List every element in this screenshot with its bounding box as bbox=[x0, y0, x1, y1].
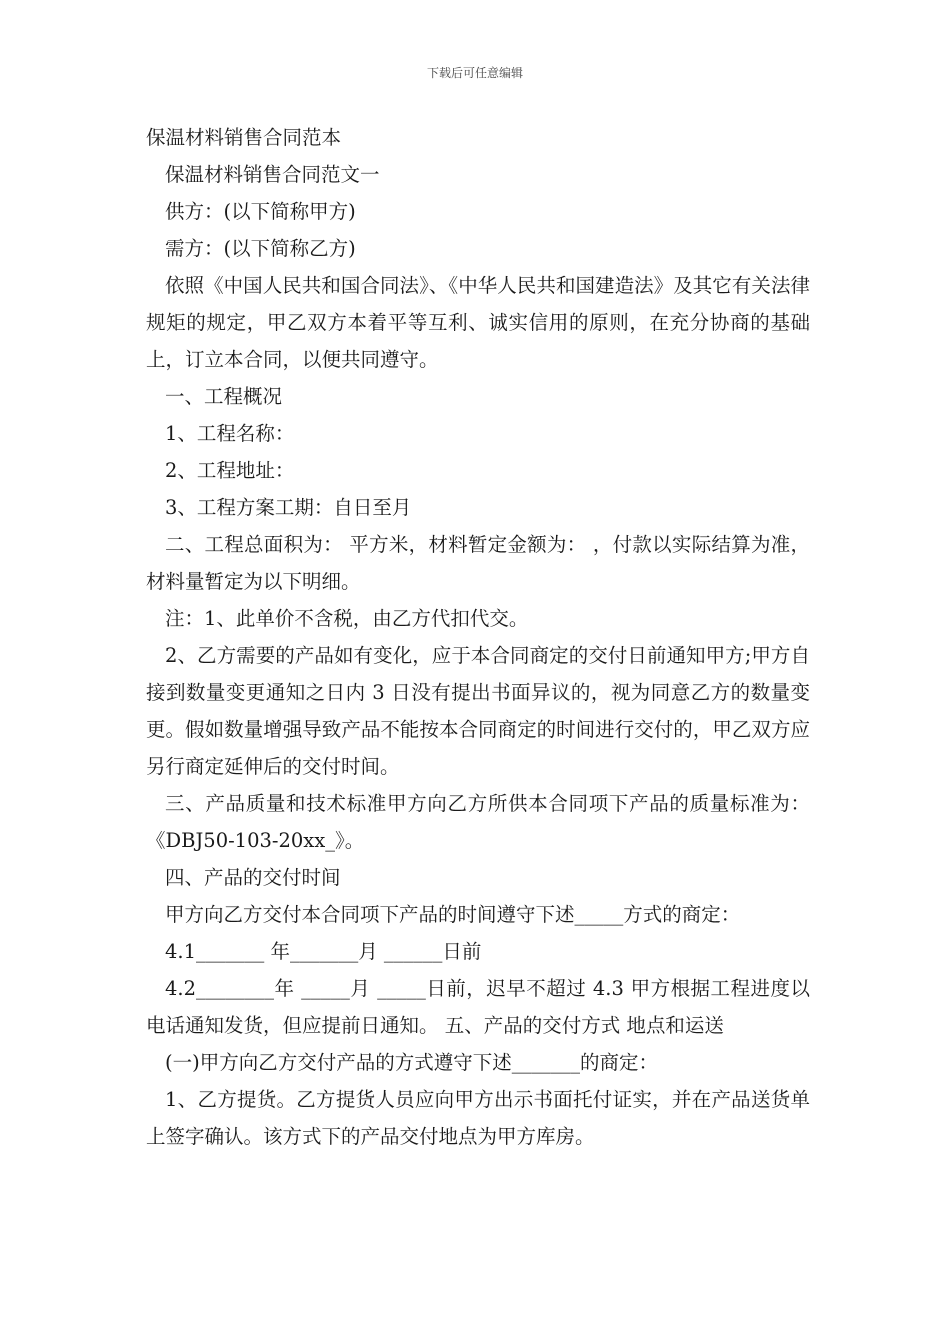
section-5-2-paragraph: 1、乙方提货。乙方提货人员应向甲方出示书面托付证实，并在产品送货单上签字确认。该方式下的产品交付地点为甲方库房。 bbox=[146, 1088, 810, 1148]
basis-paragraph: 依照《中国人民共和国合同法》、《中华人民共和国建造法》及其它有关法律规矩的规定，甲乙双方本着平等互利、诚实信用的原则，在充分协商的基础上，订立本合同，以便共同遵守。 bbox=[146, 274, 810, 371]
project-address-line: 2、工程地址： bbox=[165, 459, 295, 482]
buyer-line: 需方：(以下简称乙方) bbox=[165, 237, 356, 260]
subtitle: 保温材料销售合同范文一 bbox=[165, 163, 380, 186]
delivery-date-4-2-paragraph: 4.2________年 _____月 _____日前，迟早不超过 4.3 甲方根据工程进度以电话通知发货，但应提前日通知。 五、产品的交付方式 地点和运送 bbox=[146, 977, 810, 1037]
contract-document bbox=[146, 119, 810, 1155]
note-1-line: 注：1、此单价不含税，由乙方代扣代交。 bbox=[165, 607, 529, 630]
section-4-heading: 四、产品的交付时间 bbox=[165, 866, 341, 889]
page-header-note: 下载后可任意编辑 bbox=[426, 66, 523, 80]
section-2-paragraph: 二、工程总面积为： 平方米，材料暂定金额为： ，付款以实际结算为准，材料量暂定为以下明细。 bbox=[146, 533, 810, 593]
document-title: 保温材料销售合同范本 bbox=[146, 126, 342, 149]
delivery-date-4-1: 4.1_______ 年_______月 ______日前 bbox=[165, 940, 482, 963]
project-name-line: 1、工程名称： bbox=[165, 422, 295, 445]
project-period-line: 3、工程方案工期：自日至月 bbox=[165, 496, 412, 519]
section-3-paragraph: 三、产品质量和技术标准甲方向乙方所供本合同项下产品的质量标准为：《DBJ50-103-20xx_》。 bbox=[146, 792, 810, 852]
section-1-heading: 一、工程概况 bbox=[165, 385, 283, 408]
note-2-paragraph: 2、乙方需要的产品如有变化，应于本合同商定的交付日前通知甲方;甲方自接到数量变更通知之日内 3 日没有提出书面异议的，视为同意乙方的数量变更。假如数量增强导致产品不能按本合同商定的时间进行交付的，甲乙双方应另行商定延伸后的交付时间。 bbox=[146, 644, 810, 778]
section-5-1-line: (一)甲方向乙方交付产品的方式遵守下述_______的商定： bbox=[165, 1051, 658, 1074]
supplier-line: 供方：(以下简称甲方) bbox=[165, 200, 356, 223]
section-4-description: 甲方向乙方交付本合同项下产品的时间遵守下述_____方式的商定： bbox=[165, 903, 741, 926]
